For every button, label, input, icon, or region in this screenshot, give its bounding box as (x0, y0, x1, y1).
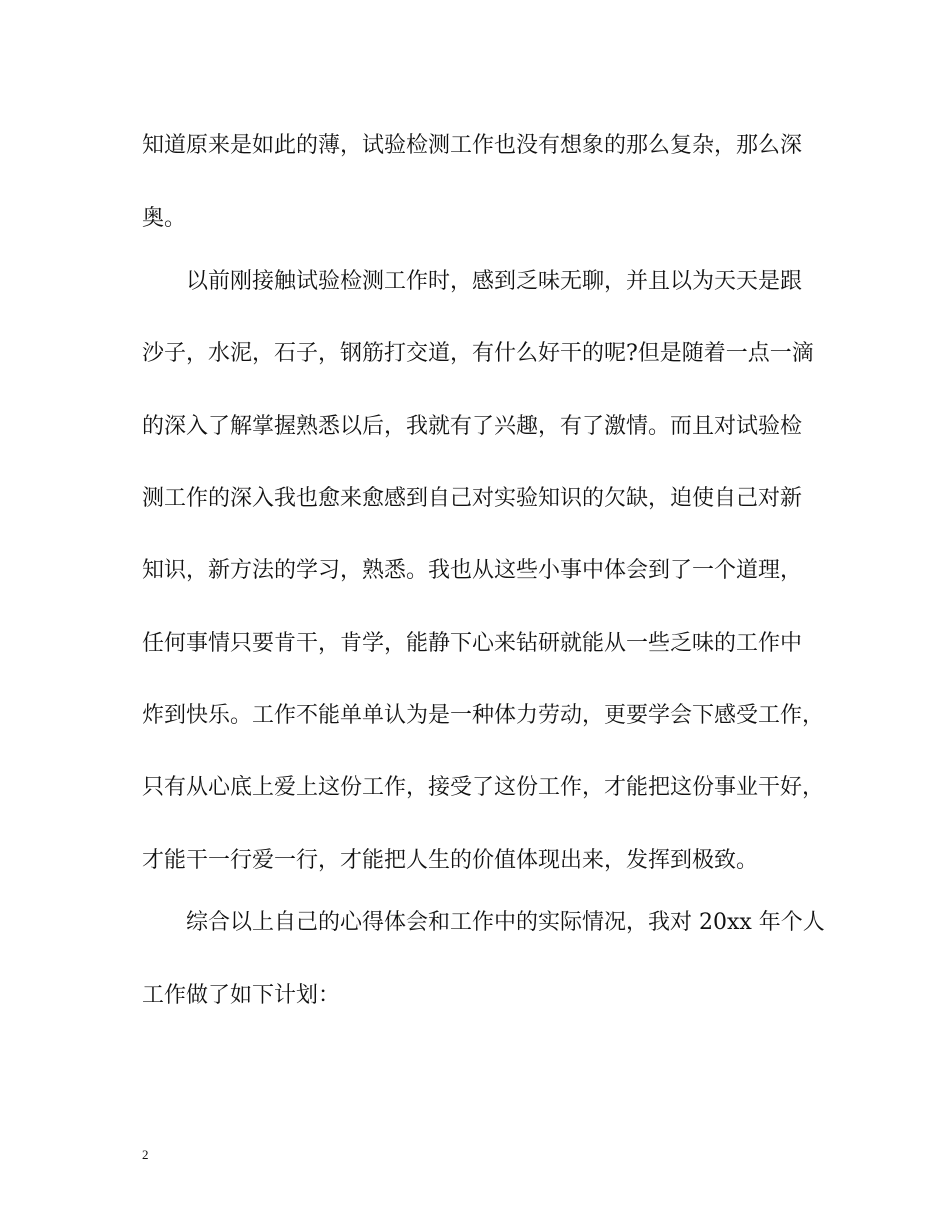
text-line: 只有从心底上爱上这份工作，接受了这份工作，才能把这份事业干好， (142, 775, 825, 800)
text-line: 任何事情只要肯干，肯学，能静下心来钻研就能从一些乏味的工作中 (142, 631, 803, 656)
text-line: 炸到快乐。工作不能单单认为是一种体力劳动，更要学会下感受工作， (142, 703, 825, 728)
paragraph-first-line: 综合以上自己的心得体会和工作中的实际情况，我对 20xx 年个人 (186, 910, 825, 935)
text-line: 的深入了解掌握熟悉以后，我就有了兴趣，有了激情。而且对试验检 (142, 414, 803, 439)
text-line: 知识，新方法的学习，熟悉。我也从这些小事中体会到了一个道理， (142, 558, 803, 583)
text-line: 工作做了如下计划： (142, 983, 341, 1008)
text-line: 才能干一行爱一行，才能把人生的价值体现出来，发挥到极致。 (142, 848, 759, 873)
text-line: 沙子，水泥，石子，钢筋打交道，有什么好干的呢?但是随着一点一滴 (142, 341, 814, 366)
page-number: 2 (142, 1147, 149, 1162)
text-line: 知道原来是如此的薄，试验检测工作也没有想象的那么复杂，那么深 (142, 133, 803, 158)
text-line: 奥。 (142, 206, 187, 231)
paragraph-first-line: 以前刚接触试验检测工作时，感到乏味无聊，并且以为天天是跟 (186, 269, 803, 294)
text-line: 测工作的深入我也愈来愈感到自己对实验知识的欠缺，迫使自己对新 (142, 486, 803, 511)
